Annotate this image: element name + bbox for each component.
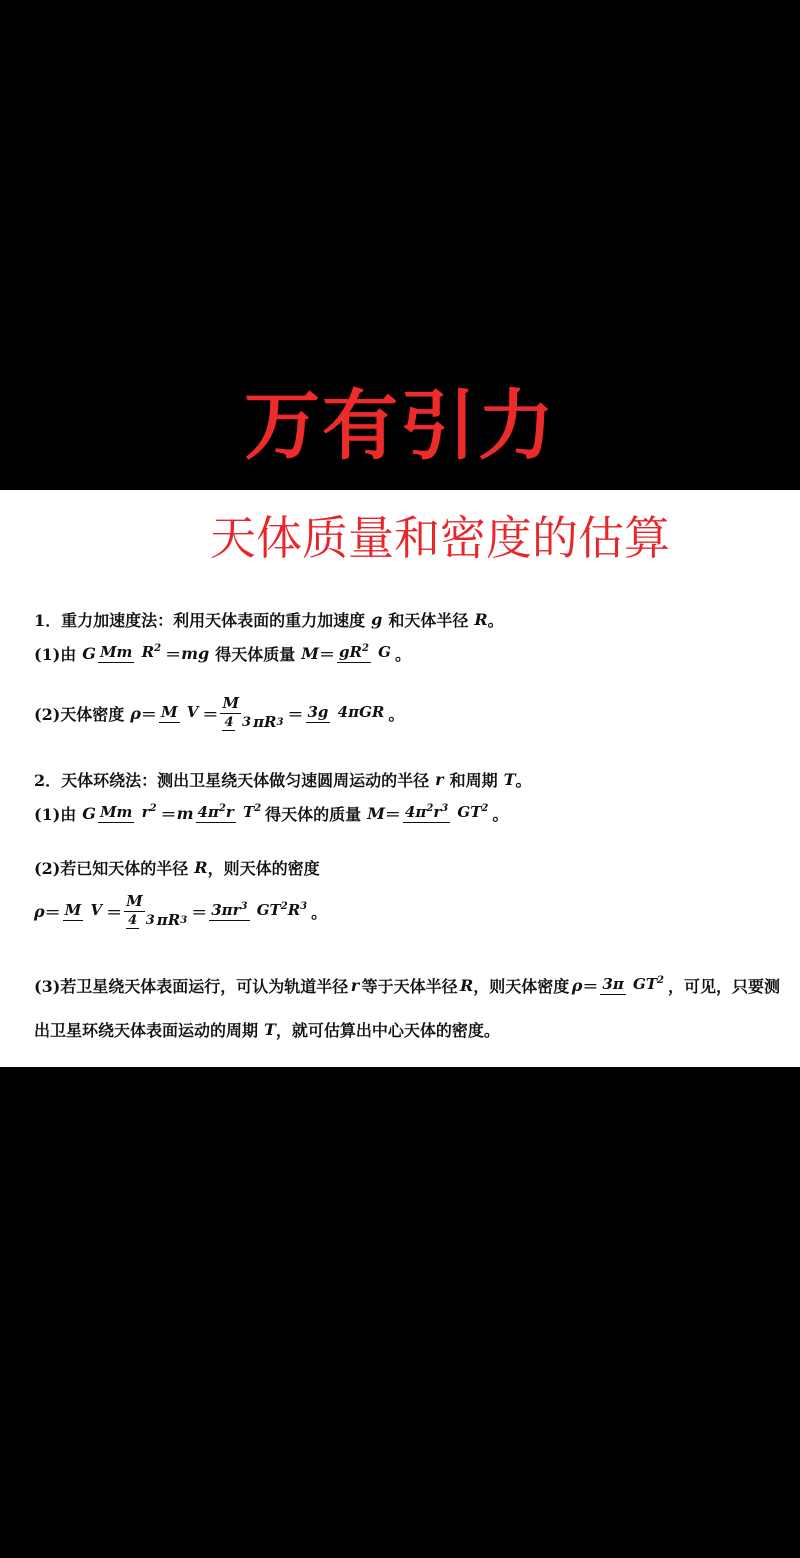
fraction-3pir3-GT2R3: $3\pi r^3$ $GT^2R^3$: [211, 901, 308, 920]
method-2-density-formula: ρ ＝ M V ＝ M 4 3 πR 3 ＝ $3\pi r^3$ $GT^2R^3$ 。: [34, 892, 328, 930]
fraction-M-V: M V: [160, 703, 199, 722]
fraction-3g-4piGR: 3g 4πGR: [307, 703, 385, 722]
method-2-step-3-continued: 出卫星环绕天体表面运动的周期 T ，就可估算出中心天体的密度。: [34, 1020, 500, 1040]
fraction-4pi2r-T2: $4\pi^2r$ $T^2$: [197, 803, 262, 822]
main-title: 万有引力: [244, 381, 556, 470]
method-2-step-1: (1)由 G Mm $r^2$ ＝ m $4\pi^2r$ $T^2$ 得天体的质量 M ＝ $4\pi^2r^3$ $GT^2$ 。: [34, 803, 509, 824]
fraction-Mm-R2: Mm $R^2$: [99, 643, 162, 662]
fraction-3pi-GT2: 3π $GT^2$: [602, 975, 664, 994]
fraction-M-V-2: M V: [64, 901, 103, 920]
fraction-M-volume-2: M 4 3 πR 3: [126, 892, 188, 930]
fraction-4pi2r3-GT2: $4\pi^2r^3$ $GT^2$: [404, 803, 489, 822]
method-1-step-1: (1)由 G Mm $R^2$ ＝ mg 得天体质量 M ＝ $gR^2$ G 。: [34, 643, 411, 664]
bottom-black-area: [0, 1067, 800, 1558]
fraction-Mm-r2: Mm $r^2$: [99, 803, 157, 822]
method-2-step-2: (2)若已知天体的半径 R ，则天体的密度: [34, 858, 320, 878]
fraction-M-volume: M 4 3 πR 3: [222, 694, 284, 732]
section-subtitle: 天体质量和密度的估算: [210, 511, 670, 565]
content-panel: [0, 490, 800, 1067]
method-1-step-2: (2)天体密度 ρ ＝ M V ＝ M 4 3 πR 3 ＝ 3g 4πGR 。: [34, 694, 405, 732]
fraction-gR2-G: $gR^2$ G: [339, 643, 391, 662]
method-1-heading: 1． 重力加速度法：利用天体表面的重力加速度 g 和天体半径 R 。: [34, 610, 504, 630]
method-2-step-3: (3)若卫星绕天体表面运行，可认为轨道半径 r 等于天体半径 R ，则天体密度 ρ ＝ 3π $GT^2$ ，可见，只要测: [34, 975, 781, 996]
method-2-heading: 2． 天体环绕法：测出卫星绕天体做匀速圆周运动的半径 r 和周期 T 。: [34, 770, 532, 790]
